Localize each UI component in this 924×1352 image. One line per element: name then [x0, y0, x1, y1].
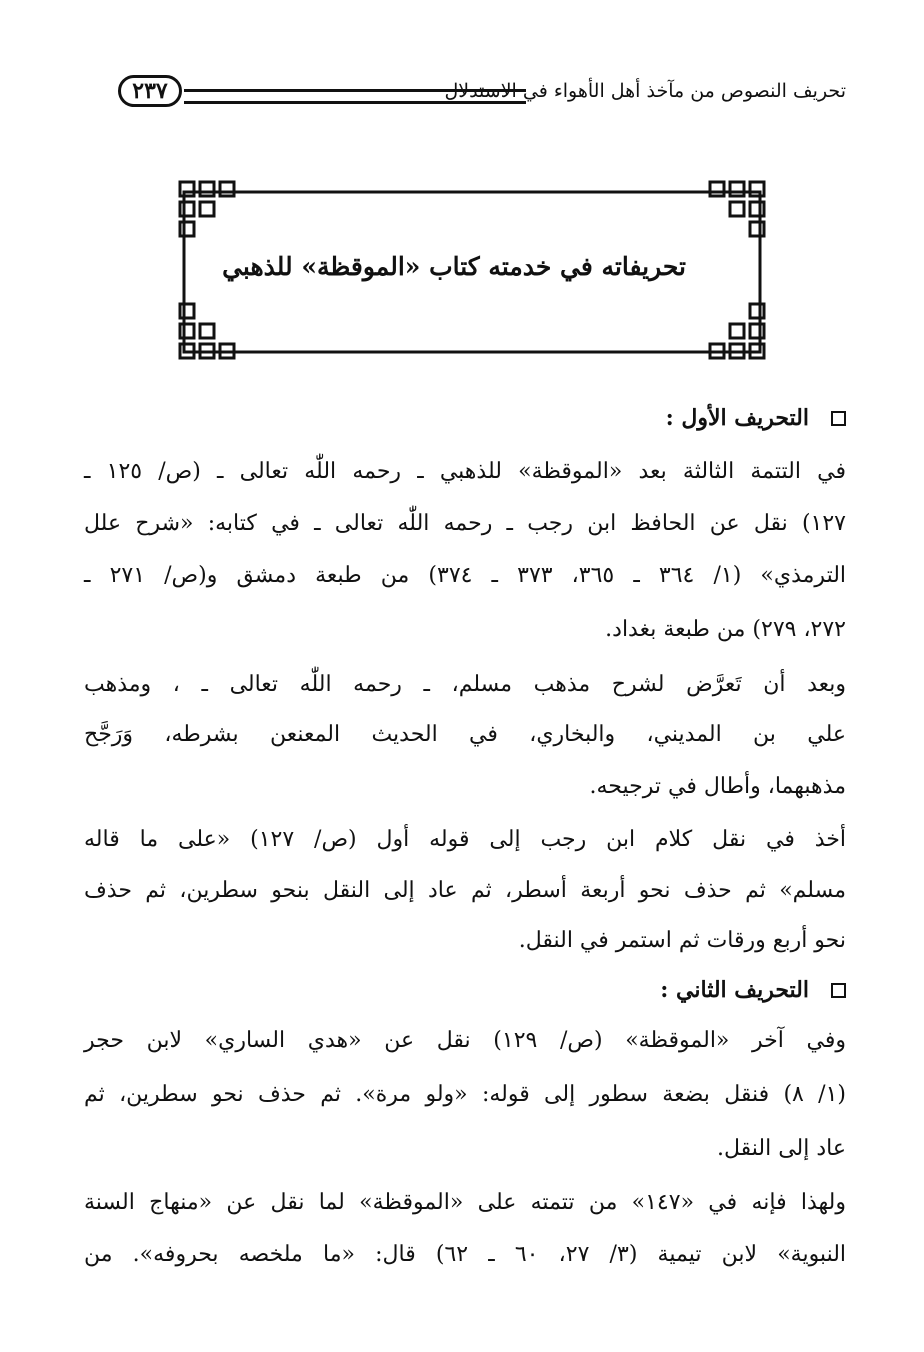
paragraph-line: (١/ ٨) فنقل بضعة سطور إلى قوله: «ولو مرة». ثم حذف نحو سطرين، ثم — [84, 1082, 846, 1107]
paragraph-line: ولهذا فإنه في «١٤٧» من تتمته على «الموقظة» لما نقل عن «منهاج السنة — [84, 1190, 846, 1215]
chapter-title-frame — [178, 180, 766, 360]
section-heading-1-text: التحريف الأول : — [665, 405, 809, 431]
paragraph-line: ٢٧٢، ٢٧٩) من طبعة بغداد. — [605, 617, 846, 642]
paragraph-line: عاد إلى النقل. — [716, 1136, 846, 1161]
paragraph-line: أخذ في نقل كلام ابن رجب إلى قوله أول (ص/ ١٢٧) «على ما قاله — [84, 827, 846, 852]
paragraph-line: النبوية» لابن تيمية (٣/ ٢٧، ٦٠ ـ ٦٢) قال: «ما ملخصه بحروفه». من — [84, 1242, 847, 1267]
paragraph-line: الترمذي» (١/ ٣٦٤ ـ ٣٦٥، ٣٧٣ ـ ٣٧٤) من طبعة دمشق و(ص/ ٢٧١ ـ — [84, 563, 847, 588]
running-title: تحريف النصوص من مآخذ أهل الأهواء في الاستدلال — [444, 80, 846, 102]
square-bullet-icon — [831, 411, 846, 426]
header-double-rule — [184, 89, 526, 104]
square-bullet-icon — [831, 983, 846, 998]
running-header — [118, 72, 846, 112]
paragraph-line: وفي آخر «الموقظة» (ص/ ١٢٩) نقل عن «هدي الساري» لابن حجر — [84, 1028, 846, 1053]
section-heading-2-text: التحريف الثاني : — [660, 977, 809, 1003]
paragraph-line: علي بن المديني، والبخاري، في الحديث المعنعن بشرطه، وَرَجَّح — [84, 722, 846, 747]
page-number: ٢٣٧ — [118, 75, 182, 107]
paragraph-line: ١٢٧) نقل عن الحافظ ابن رجب ـ رحمه اللّٰه تعالى ـ في كتابه: «شرح علل — [84, 511, 846, 536]
section-heading-2 — [660, 970, 846, 1010]
paragraph-line: نحو أربع ورقات ثم استمر في النقل. — [518, 928, 846, 953]
paragraph-line: مذهبهما، وأطال في ترجيحه. — [589, 774, 846, 799]
paragraph-line: مسلم» ثم حذف نحو أربعة أسطر، ثم عاد إلى النقل بنحو سطرين، ثم حذف — [84, 878, 846, 903]
section-heading-1 — [666, 398, 846, 438]
chapter-title: تحريفاته في خدمته كتاب «الموقظة» للذهبي — [222, 252, 686, 281]
paragraph-line: وبعد أن تَعرَّض لشرح مذهب مسلم، ـ رحمه اللّٰه تعالى ـ ، ومذهب — [84, 672, 846, 697]
paragraph-line: في التتمة الثالثة بعد «الموقظة» للذهبي ـ رحمه اللّٰه تعالى ـ (ص/ ١٢٥ ـ — [84, 459, 846, 484]
